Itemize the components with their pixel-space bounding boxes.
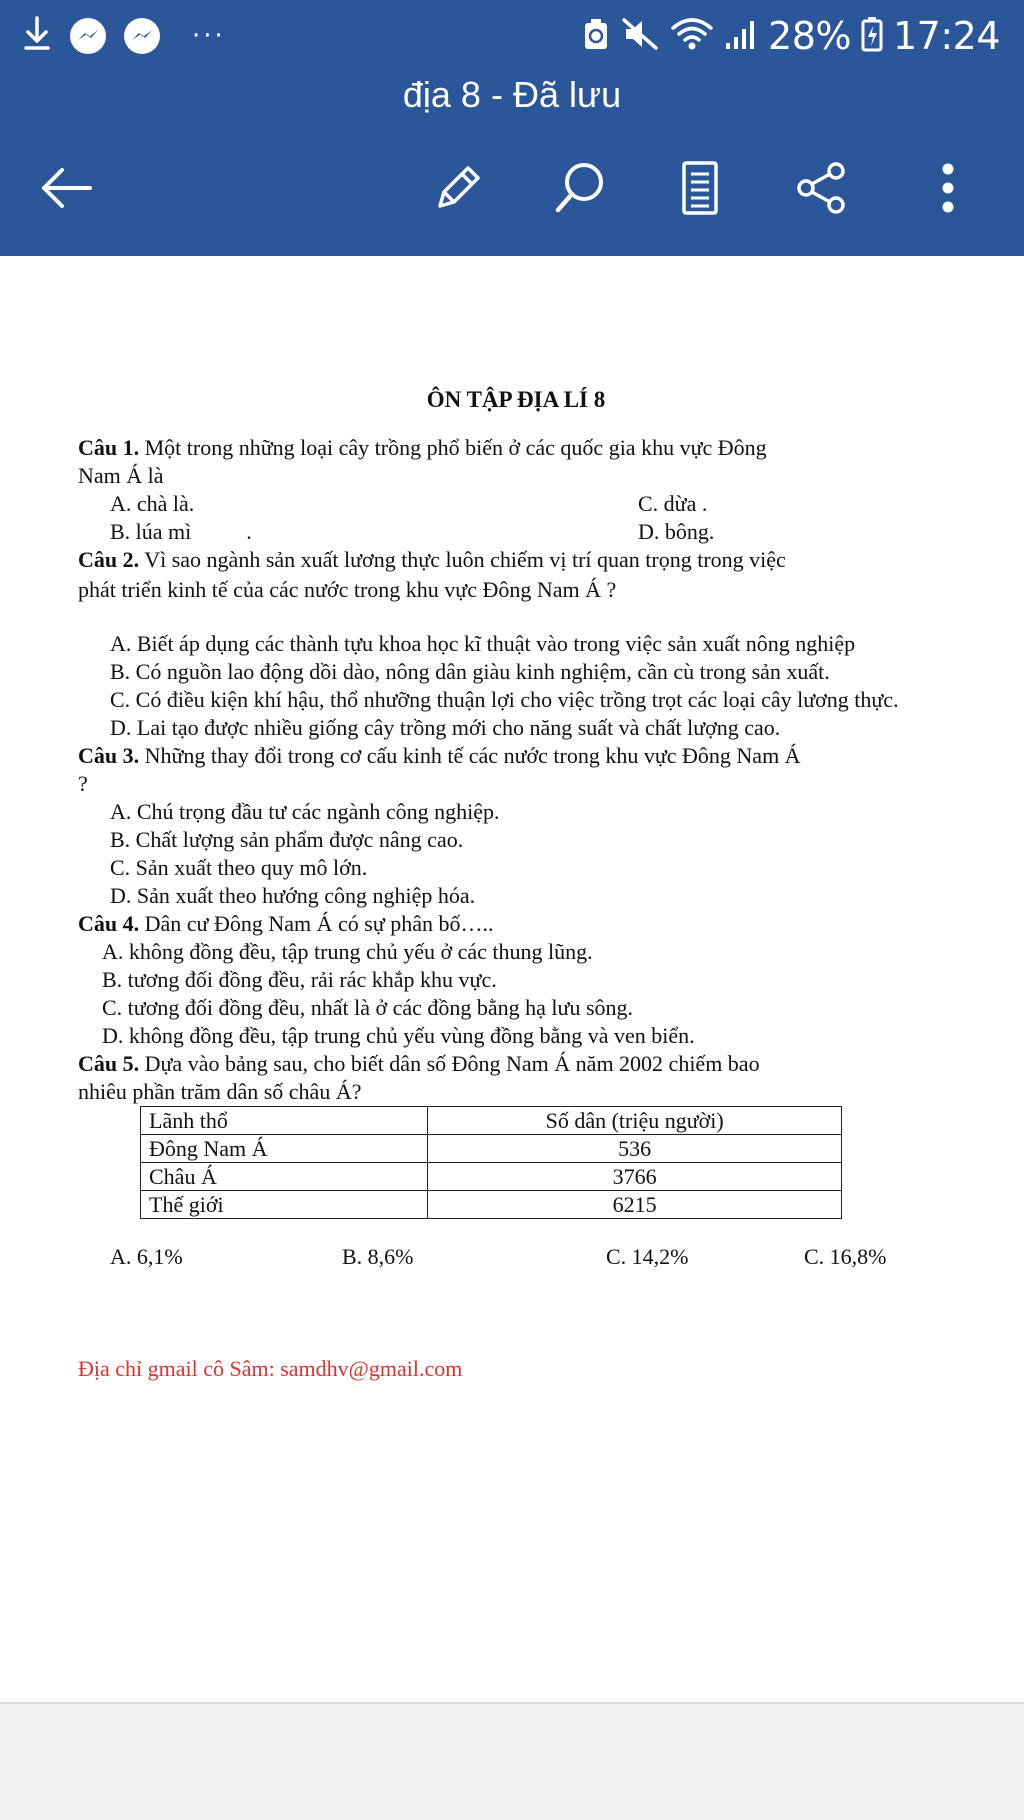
option-d: D. bông.	[638, 519, 715, 544]
more-options-button[interactable]	[908, 150, 988, 230]
battery-icon	[861, 16, 883, 57]
table-cell: Châu Á	[141, 1163, 428, 1191]
table-cell: Thế giới	[141, 1191, 428, 1219]
table-row	[141, 1163, 842, 1191]
table-row	[141, 1191, 842, 1219]
toolbar	[0, 150, 1024, 230]
pencil-icon	[430, 160, 486, 221]
spacer	[78, 604, 940, 630]
status-bar	[0, 0, 1024, 72]
option-b: B. Chất lượng sản phẩm được nâng cao.	[110, 827, 464, 852]
option-a: A. chà là.	[110, 491, 195, 516]
option-c: C. Có điều kiện khí hậu, thổ nhưỡng thuận lợi cho việc trồng trọt các loại cây lương thực.	[110, 687, 899, 712]
more-vertical-icon	[940, 162, 956, 219]
question-label: Câu 1.	[78, 435, 140, 460]
question-text: Những thay đổi trong cơ cấu kinh tế các nước trong khu vực Đông Nam Á	[139, 743, 801, 768]
page-title: ÔN TẬP ĐỊA LÍ 8	[426, 387, 606, 412]
option-a: A. không đồng đều, tập trung chủ yếu ở các thung lũng.	[102, 939, 593, 964]
sync-icon	[582, 17, 610, 56]
question-label: Câu 5.	[78, 1051, 140, 1076]
options-row	[78, 490, 940, 518]
options-row	[78, 1243, 940, 1271]
messenger-icon	[70, 18, 106, 54]
option-d: D. Sản xuất theo hướng công nghiệp hóa.	[110, 883, 476, 908]
table-row	[141, 1135, 842, 1163]
option-a: A. Biết áp dụng các thành tựu khoa học kĩ thuật vào trong việc sản xuất nông nghiệp	[110, 631, 856, 656]
share-icon	[794, 160, 850, 221]
question-text: ?	[78, 771, 88, 796]
option-b: B. lúa mì .	[110, 519, 252, 544]
question-1	[78, 434, 940, 462]
document-title: địa 8 - Đã lưu	[402, 74, 622, 115]
table-cell: 3766	[428, 1163, 842, 1191]
mute-icon	[620, 16, 660, 57]
option-b: B. Có nguồn lao động dồi dào, nông dân giàu kinh nghiệm, cần cù trong sản xuất.	[110, 659, 830, 684]
table-cell: 536	[428, 1135, 842, 1163]
question-text: Dựa vào bảng sau, cho biết dân số Đông Nam Á năm 2002 chiếm bao	[139, 1051, 760, 1076]
question-2	[78, 546, 940, 574]
question-text: nhiêu phần trăm dân số châu Á?	[78, 1079, 362, 1104]
clock: 17:24	[892, 14, 1000, 58]
option-d: D. không đồng đều, tập trung chủ yếu vùng đồng bằng và ven biển.	[102, 1023, 695, 1048]
option-c-second: C. 16,8%	[804, 1244, 887, 1269]
question-text: Nam Á là	[78, 463, 164, 488]
battery-percent: 28%	[768, 14, 851, 58]
table-header: Số dân (triệu người)	[428, 1107, 842, 1135]
wifi-icon	[670, 16, 714, 57]
table-header-row	[141, 1107, 842, 1135]
document-page[interactable]	[0, 256, 1024, 1704]
reading-view-icon	[680, 160, 720, 221]
question-text: Vì sao ngành sản xuất lương thực luôn chiếm vị trí quan trọng trong việc	[139, 547, 786, 572]
reading-view-button[interactable]	[660, 150, 740, 230]
option-c: C. tương đối đồng đều, nhất là ở các đồng bằng hạ lưu sông.	[102, 995, 634, 1020]
question-text: Một trong những loại cây trồng phổ biến ở các quốc gia khu vực Đông	[139, 435, 767, 460]
document-body	[78, 386, 940, 1383]
back-button[interactable]	[26, 150, 106, 230]
table-cell: Đông Nam Á	[141, 1135, 428, 1163]
option-b: B. tương đối đồng đều, rải rác khắp khu vực.	[102, 967, 497, 992]
question-label: Câu 4.	[78, 911, 140, 936]
option-b: B. 8,6%	[342, 1244, 414, 1269]
population-table	[140, 1106, 842, 1219]
options-row	[78, 518, 940, 546]
app-bar	[0, 0, 1024, 256]
contact-email: Địa chỉ gmail cô Sâm: samdhv@gmail.com	[78, 1356, 463, 1381]
messenger-icon	[124, 18, 160, 54]
option-a: A. Chú trọng đầu tư các ngành công nghiệp.	[110, 799, 500, 824]
search-button[interactable]	[540, 150, 620, 230]
question-label: Câu 2.	[78, 547, 140, 572]
question-label: Câu 3.	[78, 743, 140, 768]
question-text: Dân cư Đông Nam Á có sự phân bố…..	[139, 911, 494, 936]
question-4	[78, 910, 940, 938]
option-a: A. 6,1%	[110, 1244, 183, 1269]
notification-overflow: ···	[192, 21, 226, 51]
option-c: C. 14,2%	[606, 1244, 689, 1269]
back-arrow-icon	[38, 166, 94, 215]
search-icon	[550, 158, 610, 223]
option-c: C. dừa .	[638, 491, 708, 516]
question-3	[78, 742, 940, 770]
question-text: phát triển kinh tế của các nước trong khu vực Đông Nam Á ?	[78, 577, 617, 602]
table-header: Lãnh thổ	[141, 1107, 428, 1135]
edit-button[interactable]	[418, 150, 498, 230]
question-5	[78, 1050, 940, 1078]
download-icon	[22, 14, 52, 59]
option-d: D. Lai tạo được nhiều giống cây trồng mới cho năng suất và chất lượng cao.	[110, 715, 781, 740]
signal-icon	[724, 17, 758, 56]
table-cell: 6215	[428, 1191, 842, 1219]
option-c: C. Sản xuất theo quy mô lớn.	[110, 855, 368, 880]
share-button[interactable]	[782, 150, 862, 230]
